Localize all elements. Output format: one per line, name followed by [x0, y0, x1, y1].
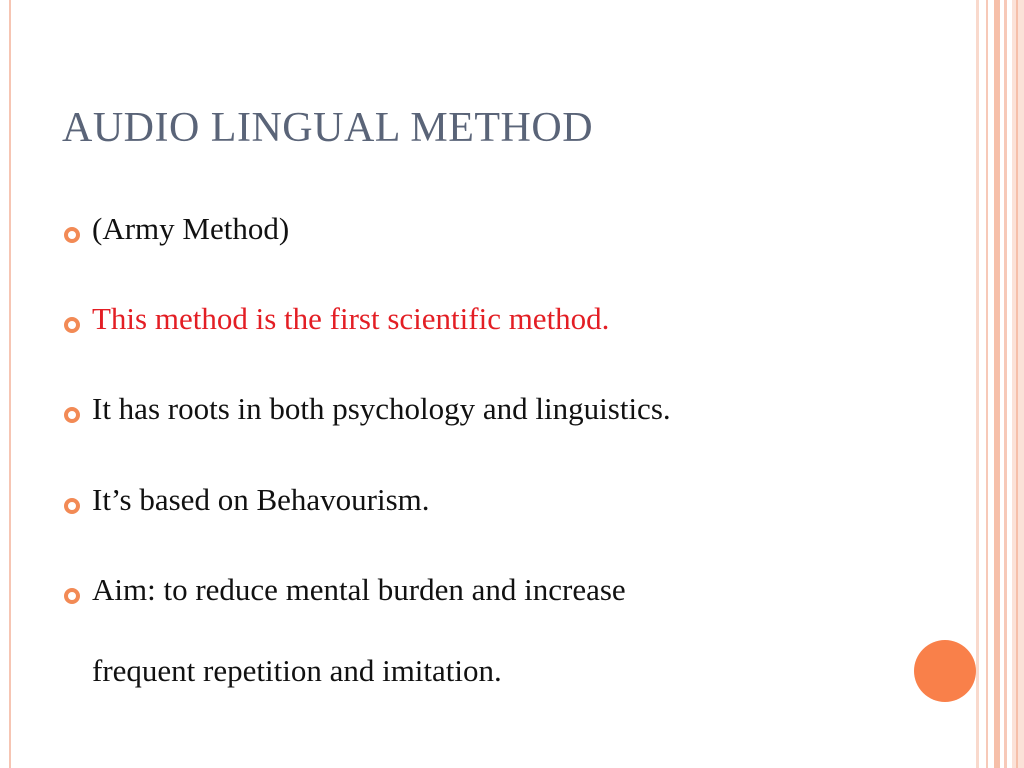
- ring-bullet-icon: [64, 407, 80, 423]
- ring-bullet-icon: [64, 498, 80, 514]
- bullet-text: Aim: to reduce mental burden and increase: [92, 571, 626, 607]
- stripe: [1004, 0, 1007, 768]
- right-decorative-stripes: [976, 0, 1024, 768]
- ring-bullet-icon: [64, 227, 80, 243]
- bullet-text-continuation: frequent repetition and imitation.: [92, 652, 502, 688]
- left-border-line: [9, 0, 11, 768]
- bullet-text: (Army Method): [92, 211, 290, 246]
- stripe: [976, 0, 979, 768]
- stripe: [1012, 0, 1024, 768]
- stripe: [986, 0, 988, 768]
- bullet-list: [62, 210, 942, 742]
- bullet-item: [62, 210, 942, 247]
- bullet-item: [62, 481, 942, 518]
- ring-bullet-icon: [64, 317, 80, 333]
- bullet-item: [62, 571, 942, 689]
- bullet-text: This method is the first scientific method.: [92, 301, 610, 337]
- slide-title: AUDIO LINGUAL METHOD: [62, 105, 594, 151]
- stripe: [994, 0, 1000, 768]
- decorative-orange-circle: [914, 640, 976, 702]
- bullet-text: It has roots in both psychology and linguistics.: [92, 391, 671, 427]
- stripe: [1016, 0, 1018, 768]
- bullet-item: [62, 390, 942, 427]
- bullet-text: It’s based on Behavourism.: [92, 481, 430, 517]
- bullet-item: [62, 300, 942, 337]
- ring-bullet-icon: [64, 588, 80, 604]
